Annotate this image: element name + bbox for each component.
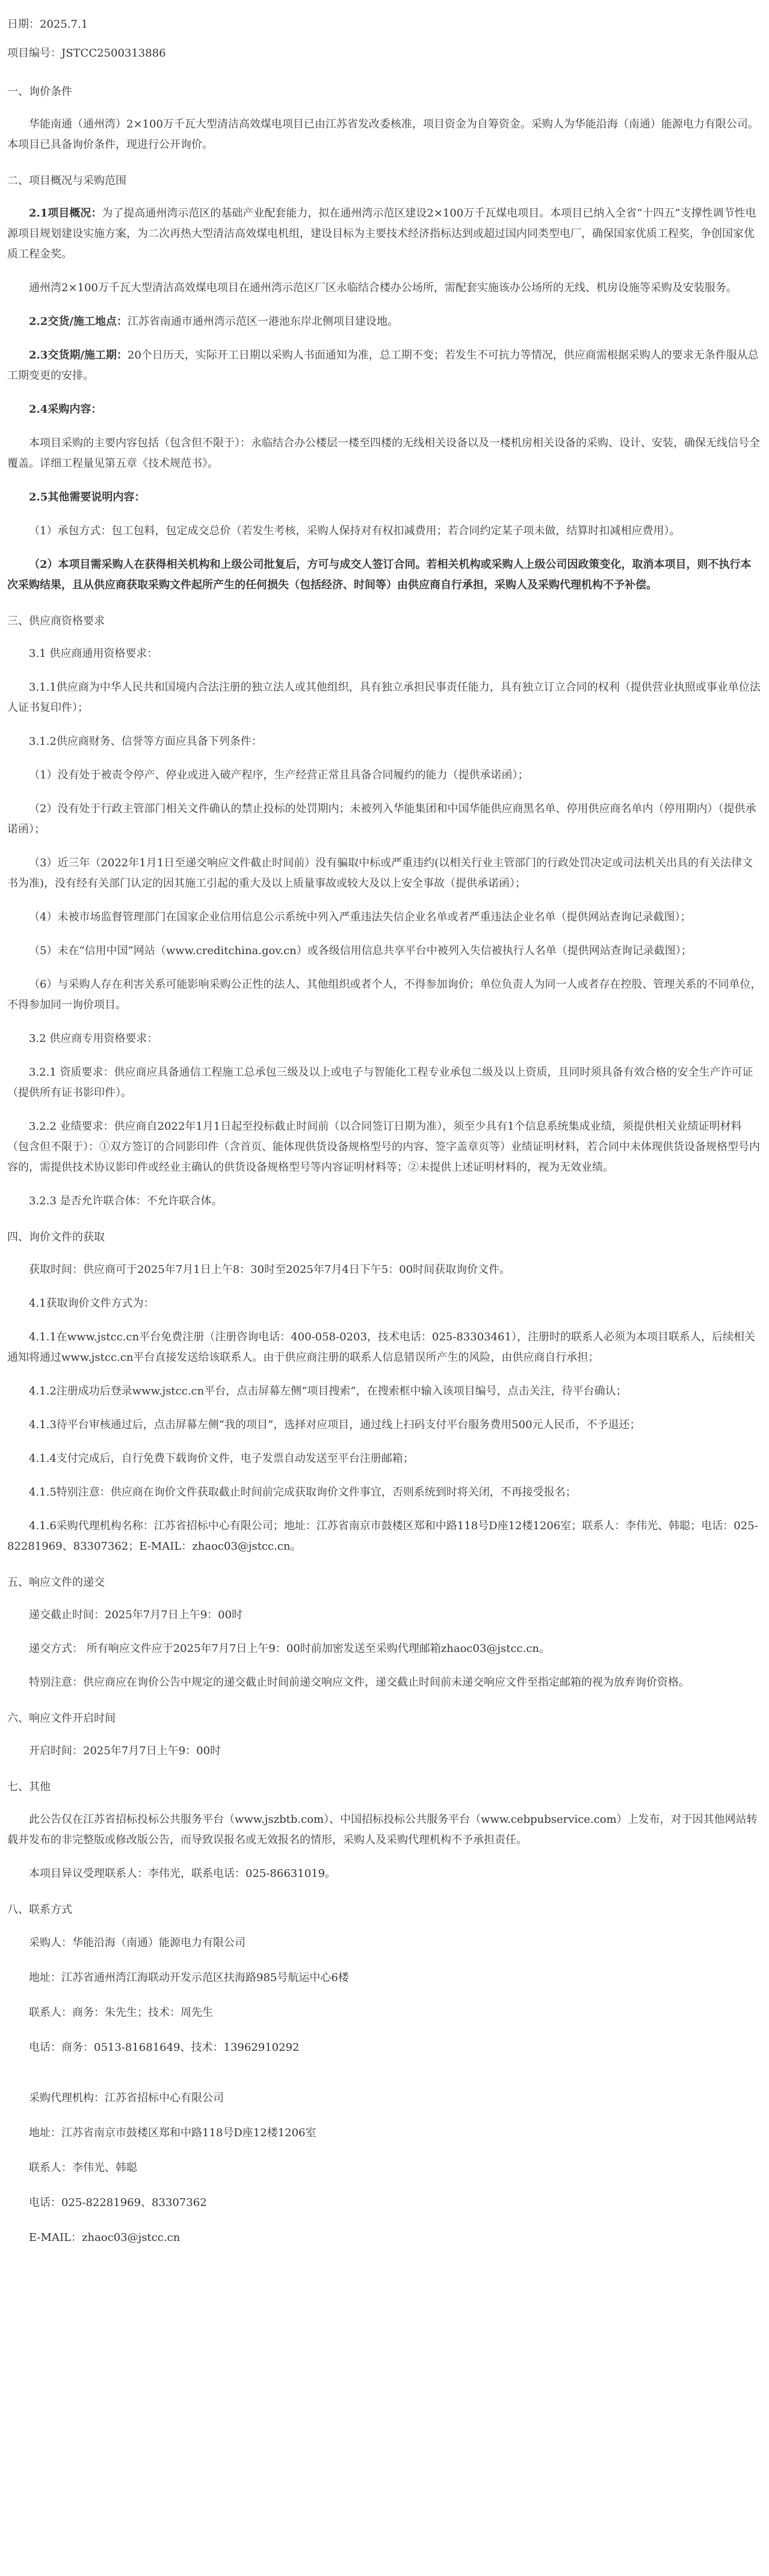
buyer-phone: 电话：商务：0513-81681649、技术：13962910292 [29, 2041, 300, 2054]
paragraph: 4.1.5特别注意：供应商在询价文件获取截止时间前完成获取询价文件事宜，否则系统到时将关闭，不再接受报名； [29, 1486, 576, 1499]
agent-phone: 电话：025-82281969、83307362 [29, 2196, 207, 2209]
paragraph: 4.1.3待平台审核通过后，点击屏幕左侧“我的项目”，选择对应项目，通过线上扫码支付平台服务费用500元人民币，不予退还； [29, 1419, 641, 1431]
section-title-other: 七、其他 [7, 1781, 51, 1793]
subsection-title: 3.2 供应商专用资格要求： [29, 1032, 158, 1045]
paragraph: 3.2.3 是否允许联合体：不允许联合体。 [29, 1195, 223, 1207]
section-title-project-overview: 二、项目概况与采购范围 [7, 174, 126, 187]
buyer-name: 采购人：华能沿海（南通）能源电力有限公司 [29, 1937, 246, 1949]
paragraph: 4.1.2注册成功后登录www.jstcc.cn平台，点击屏幕左侧“项目搜索”，在搜索框中输入该项目编号，点击关注，待平台确认； [29, 1385, 627, 1397]
announcement-date: 日期：2025.7.1 [7, 18, 88, 31]
agent-contact-person: 联系人：李伟光、韩聪 [29, 2162, 137, 2174]
project-number: 项目编号：JSTCC2500313886 [7, 47, 166, 60]
agent-email: E-MAIL：zhaoc03@jstcc.cn [29, 2231, 181, 2244]
paragraph: 本项目采购的主要内容包括（包含但不限于）：永临结合办公楼层一楼至四楼的无线相关设备以及一楼机房相关设备的采购、设计、安装，确保无线信号全覆盖。详细工程量见第五章《技术规范书》。 [7, 437, 760, 470]
section-title-qualifications: 三、供应商资格要求 [7, 615, 105, 627]
paragraph-text: 为了提高通州湾示范区的基础产业配套能力，拟在通州湾示范区建设2×100万千瓦煤电项目。本项目已纳入全省“十四五”支撑性调节性电源项目规划建设实施方案，为二次再热大型清洁高效煤电机组，建设目标为主要技术经济指标达到或超过国内同类型电厂，确保国家优质工程奖，争创国家优质工程金奖。 [7, 207, 756, 260]
subsection-title: 3.1 供应商通用资格要求： [29, 647, 158, 660]
paragraph: 3.1.2供应商财务、信誉等方面应具备下列条件： [29, 735, 262, 748]
buyer-address: 地址：江苏省通州湾江海联动开发示范区扶海路985号航运中心6楼 [29, 1971, 349, 1984]
paragraph: （1）没有处于被责令停产、停业或进入破产程序，生产经营正常且具备合同履约的能力（提供承诺函）； [29, 769, 529, 781]
paragraph [7, 345, 762, 386]
paragraph: 特别注意：供应商应在询价公告中规定的递交截止时间前递交响应文件，递交截止时间前未递交响应文件至指定邮箱的视为放弃询价资格。 [29, 1676, 690, 1689]
paragraph: （3）近三年（2022年1月1日至递交响应文件截止时间前）没有骗取中标或严重违约(以相关行业主管部门的行政处罚决定或司法机关出具的有关法律文书为准)，没有经有关部门认定的因其施工引起的重大及以上质量事故或较大及以上安全事故（提供承诺函）； [7, 857, 753, 890]
paragraph: 递交截止时间：2025年7月7日上午9：00时 [29, 1609, 243, 1621]
paragraph: 开启时间：2025年7月7日上午9：00时 [29, 1745, 221, 1757]
paragraph: 3.1.1供应商为中华人民共和国境内合法注册的独立法人或其他组织，具有独立承担民事责任能力，具有独立订立合同的权利（提供营业执照或事业单位法人证书复印件）； [7, 681, 761, 714]
paragraph-text: 20个日历天，实际开工日期以采购人书面通知为准，总工期不变；若发生不可抗力等情况，供应商需根据采购人的要求无条件服从总工期变更的安排。 [7, 349, 759, 382]
section-title-opening-time: 六、响应文件开启时间 [7, 1712, 116, 1725]
paragraph: （2）没有处于行政主管部门相关文件确认的禁止投标的处罚期内；未被列入华能集团和中国华能供应商黑名单、停用供应商名单内（停用期内）（提供承诺函）； [7, 803, 756, 836]
section-title-inquiry-conditions: 一、询价条件 [7, 85, 72, 98]
paragraph: 4.1.4支付完成后，自行免费下载询价文件，电子发票自动发送至平台注册邮箱； [29, 1452, 414, 1465]
paragraph: 3.2.1 资质要求：供应商应具备通信工程施工总承包三级及以上或电子与智能化工程专业承包二级及以上资质，且同时须具备有效合格的安全生产许可证（提供所有证书影印件）。 [7, 1066, 753, 1099]
section-title-contact: 八、联系方式 [7, 1903, 72, 1916]
section-title-submission: 五、响应文件的递交 [7, 1576, 105, 1589]
paragraph-lead: 2.2交货/施工地点： [29, 315, 128, 328]
agent-name: 采购代理机构：江苏省招标中心有限公司 [29, 2092, 224, 2104]
paragraph-emphasis: （2）本项目需采购人在获得相关机构和上级公司批复后，方可与成交人签订合同。若相关机构或采购人上级公司因政策变化，取消本项目，则不执行本次采购结果，且从供应商获取采购文件起所产生的任何损失（包括经济、时间等）由供应商自行承担，采购人及采购代理机构不予补偿。 [7, 558, 752, 591]
paragraph: 本项目异议受理联系人：李伟光，联系电话：025-86631019。 [29, 1867, 336, 1880]
paragraph: 华能南通（通州湾）2×100万千瓦大型清洁高效煤电项目已由江苏省发改委核准，项目资金为自筹资金。采购人为华能沿海（南通）能源电力有限公司。本项目已具备询价条件，现进行公开询价。 [7, 118, 759, 151]
paragraph: 递交方式： 所有响应文件应于2025年7月7日上午9：00时前加密发送至采购代理邮箱zhaoc03@jstcc.cn。 [29, 1642, 551, 1655]
section-title-document-acquisition: 四、询价文件的获取 [7, 1231, 105, 1243]
paragraph: 通州湾2×100万千瓦大型清洁高效煤电项目在通州湾示范区厂区永临结合楼办公场所，需配套实施该办公场所的无线、机房设施等采购及安装服务。 [29, 282, 737, 294]
paragraph: 4.1.1在www.jstcc.cn平台免费注册（注册咨询电话：400-058-0203，技术电话：025-83303461），注册时的联系人必须为本项目联系人，后续相关通知将通过www.jstcc.cn平台直接发送给该联系人。由于供应商注册的联系人信息错误所产生的风险，由供应商自行承担； [7, 1331, 755, 1364]
paragraph-lead: 2.4采购内容： [29, 403, 102, 416]
paragraph: 此公告仅在江苏省招标投标公共服务平台（www.jszbtb.com）、中国招标投标公共服务平台（www.cebpubservice.com）上发布，对于因其他网站转载并发布的非完整版或修改版公告，而导致误报名或无效报名的情形，采购人及采购代理机构不予承担责任。 [7, 1813, 758, 1846]
paragraph-lead: 2.5其他需要说明内容： [29, 491, 146, 504]
paragraph-lead: 2.3交货期/施工期： [29, 349, 128, 362]
paragraph: 4.1获取询价文件方式为： [29, 1297, 155, 1310]
paragraph [7, 203, 762, 265]
paragraph: 4.1.6采购代理机构名称：江苏省招标中心有限公司；地址：江苏省南京市鼓楼区郑和中路118号D座12楼1206室；联系人：李伟光、韩聪；电话：025-82281969、83307362；E-MAIL：zhaoc03@jstcc.cn。 [7, 1520, 758, 1553]
paragraph: （6）与采购人存在利害关系可能影响采购公正性的法人、其他组织或者个人，不得参加询价；单位负责人为同一人或者存在控股、管理关系的不同单位，不得参加同一询价项目。 [7, 978, 762, 1011]
paragraph-lead: 2.1项目概况： [29, 207, 102, 220]
paragraph [7, 312, 762, 332]
paragraph-text: 江苏省南通市通州湾示范区一港池东岸北侧项目建设地。 [127, 315, 398, 328]
paragraph: 获取时间：供应商可于2025年7月1日上午8：30时至2025年7月4日下午5：00时间获取询价文件。 [29, 1263, 511, 1276]
buyer-contact-person: 联系人：商务：朱先生；技术：周先生 [29, 2006, 213, 2019]
paragraph: （4）未被市场监督管理部门在国家企业信用信息公示系统中列入严重违法失信企业名单或者严重违法企业名单（提供网站查询记录截图）； [29, 911, 691, 923]
agent-address: 地址：江苏省南京市鼓楼区郑和中路118号D座12楼1206室 [29, 2127, 317, 2139]
paragraph: （5）未在“信用中国”网站（www.creditchina.gov.cn）或各级信用信息共享平台中被列入失信被执行人名单（提供网站查询记录截图）； [29, 944, 692, 957]
paragraph: 3.2.2 业绩要求：供应商自2022年1月1日起至投标截止时间前（以合同签订日期为准），须至少具有1个信息系统集成业绩，须提供相关业绩证明材料（包含但不限于）：①双方签订的合同影印件（含首页、能体现供货设备规格型号的内容、签字盖章页等）业绩证明材料，若合同中未体现供货设备规格型号内容的，需提供技术协议影印件或经业主确认的供货设备规格型号等内容证明材料等；②未提供上述证明材料的，视为无效业绩。 [7, 1120, 760, 1174]
paragraph: （1）承包方式：包工包料，包定成交总价（若发生考核，采购人保持对有权扣减费用；若合同约定某子项未做，结算时扣减相应费用）。 [29, 525, 681, 537]
